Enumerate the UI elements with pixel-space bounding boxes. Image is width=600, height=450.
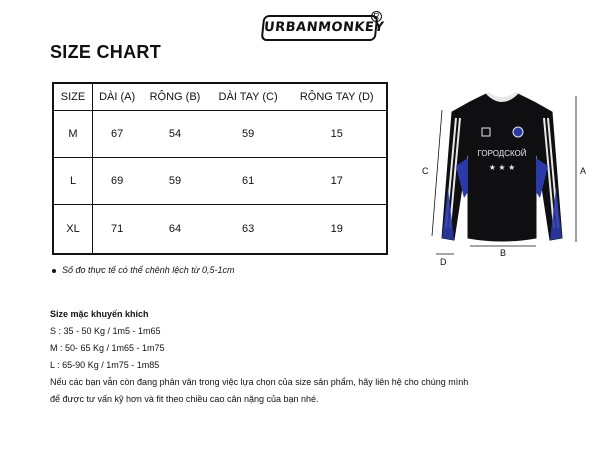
measurement-note <box>52 265 235 275</box>
cell-length: 71 <box>93 205 142 254</box>
cell-sleeve-width: 19 <box>287 205 387 254</box>
brand-logo <box>262 9 385 43</box>
recommendation-title: Size mặc khuyến khích <box>50 309 149 319</box>
page-title: SIZE CHART <box>50 42 161 62</box>
dimension-c-label: C <box>422 166 429 176</box>
header-sleeve-length: DÀI TAY (C) <box>218 91 278 103</box>
dimension-c-line <box>432 110 442 236</box>
header-length: DÀI (A) <box>99 91 136 103</box>
jersey-print-text: ГОРОДСКОЙ <box>477 149 527 158</box>
cell-width: 54 <box>141 111 209 158</box>
cell-sleeve-width: 15 <box>287 111 387 158</box>
dimension-b-label: B <box>500 248 507 258</box>
header-sleeve-width: RỘNG TAY (D) <box>299 91 374 103</box>
size-table <box>52 82 388 255</box>
jersey-stars: ★ ★ ★ <box>488 163 516 172</box>
recommendation-line: S : 35 - 50 Kg / 1m5 - 1m65 <box>50 326 161 336</box>
cell-width: 59 <box>141 158 209 205</box>
table-row <box>53 111 387 158</box>
dimension-d-label: D <box>440 257 447 267</box>
cell-size: L <box>53 158 93 205</box>
club-crest-icon <box>513 127 523 137</box>
size-recommendation <box>50 306 468 408</box>
bullet-icon <box>52 269 56 273</box>
cell-length: 69 <box>93 158 142 205</box>
cell-size: M <box>53 111 93 158</box>
header-width: RỘNG (B) <box>149 91 201 103</box>
cell-sleeve-width: 17 <box>287 158 387 205</box>
recommendation-line: để được tư vấn kỹ hơn và fit theo chiều cao cân nặng của bạn nhé. <box>50 394 319 404</box>
cell-length: 67 <box>93 111 142 158</box>
cell-width: 64 <box>141 205 209 254</box>
cell-size: XL <box>53 205 93 254</box>
cell-sleeve-length: 63 <box>209 205 288 254</box>
brand-logo-text: URBANMONKEY <box>261 15 379 41</box>
table-header-row <box>53 83 387 111</box>
note-text: Số đo thực tế có thể chênh lệch từ 0,5-1cm <box>62 265 235 275</box>
jersey-illustration <box>442 92 562 241</box>
header-size: SIZE <box>53 83 93 111</box>
cell-sleeve-length: 59 <box>209 111 288 158</box>
jersey-measurement-diagram <box>412 88 592 268</box>
recommendation-line: L : 65-90 Kg / 1m75 - 1m85 <box>50 360 160 370</box>
registered-mark: R <box>371 11 382 22</box>
dimension-a-label: A <box>580 166 587 176</box>
table-row <box>53 158 387 205</box>
table-row <box>53 205 387 254</box>
cell-sleeve-length: 61 <box>209 158 288 205</box>
recommendation-line: Nếu các bạn vẫn còn đang phân vân trong việc lựa chọn của size sản phẩm, hãy liên hệ cho chúng mình <box>50 377 469 387</box>
recommendation-line: M : 50- 65 Kg / 1m65 - 1m75 <box>50 343 165 353</box>
